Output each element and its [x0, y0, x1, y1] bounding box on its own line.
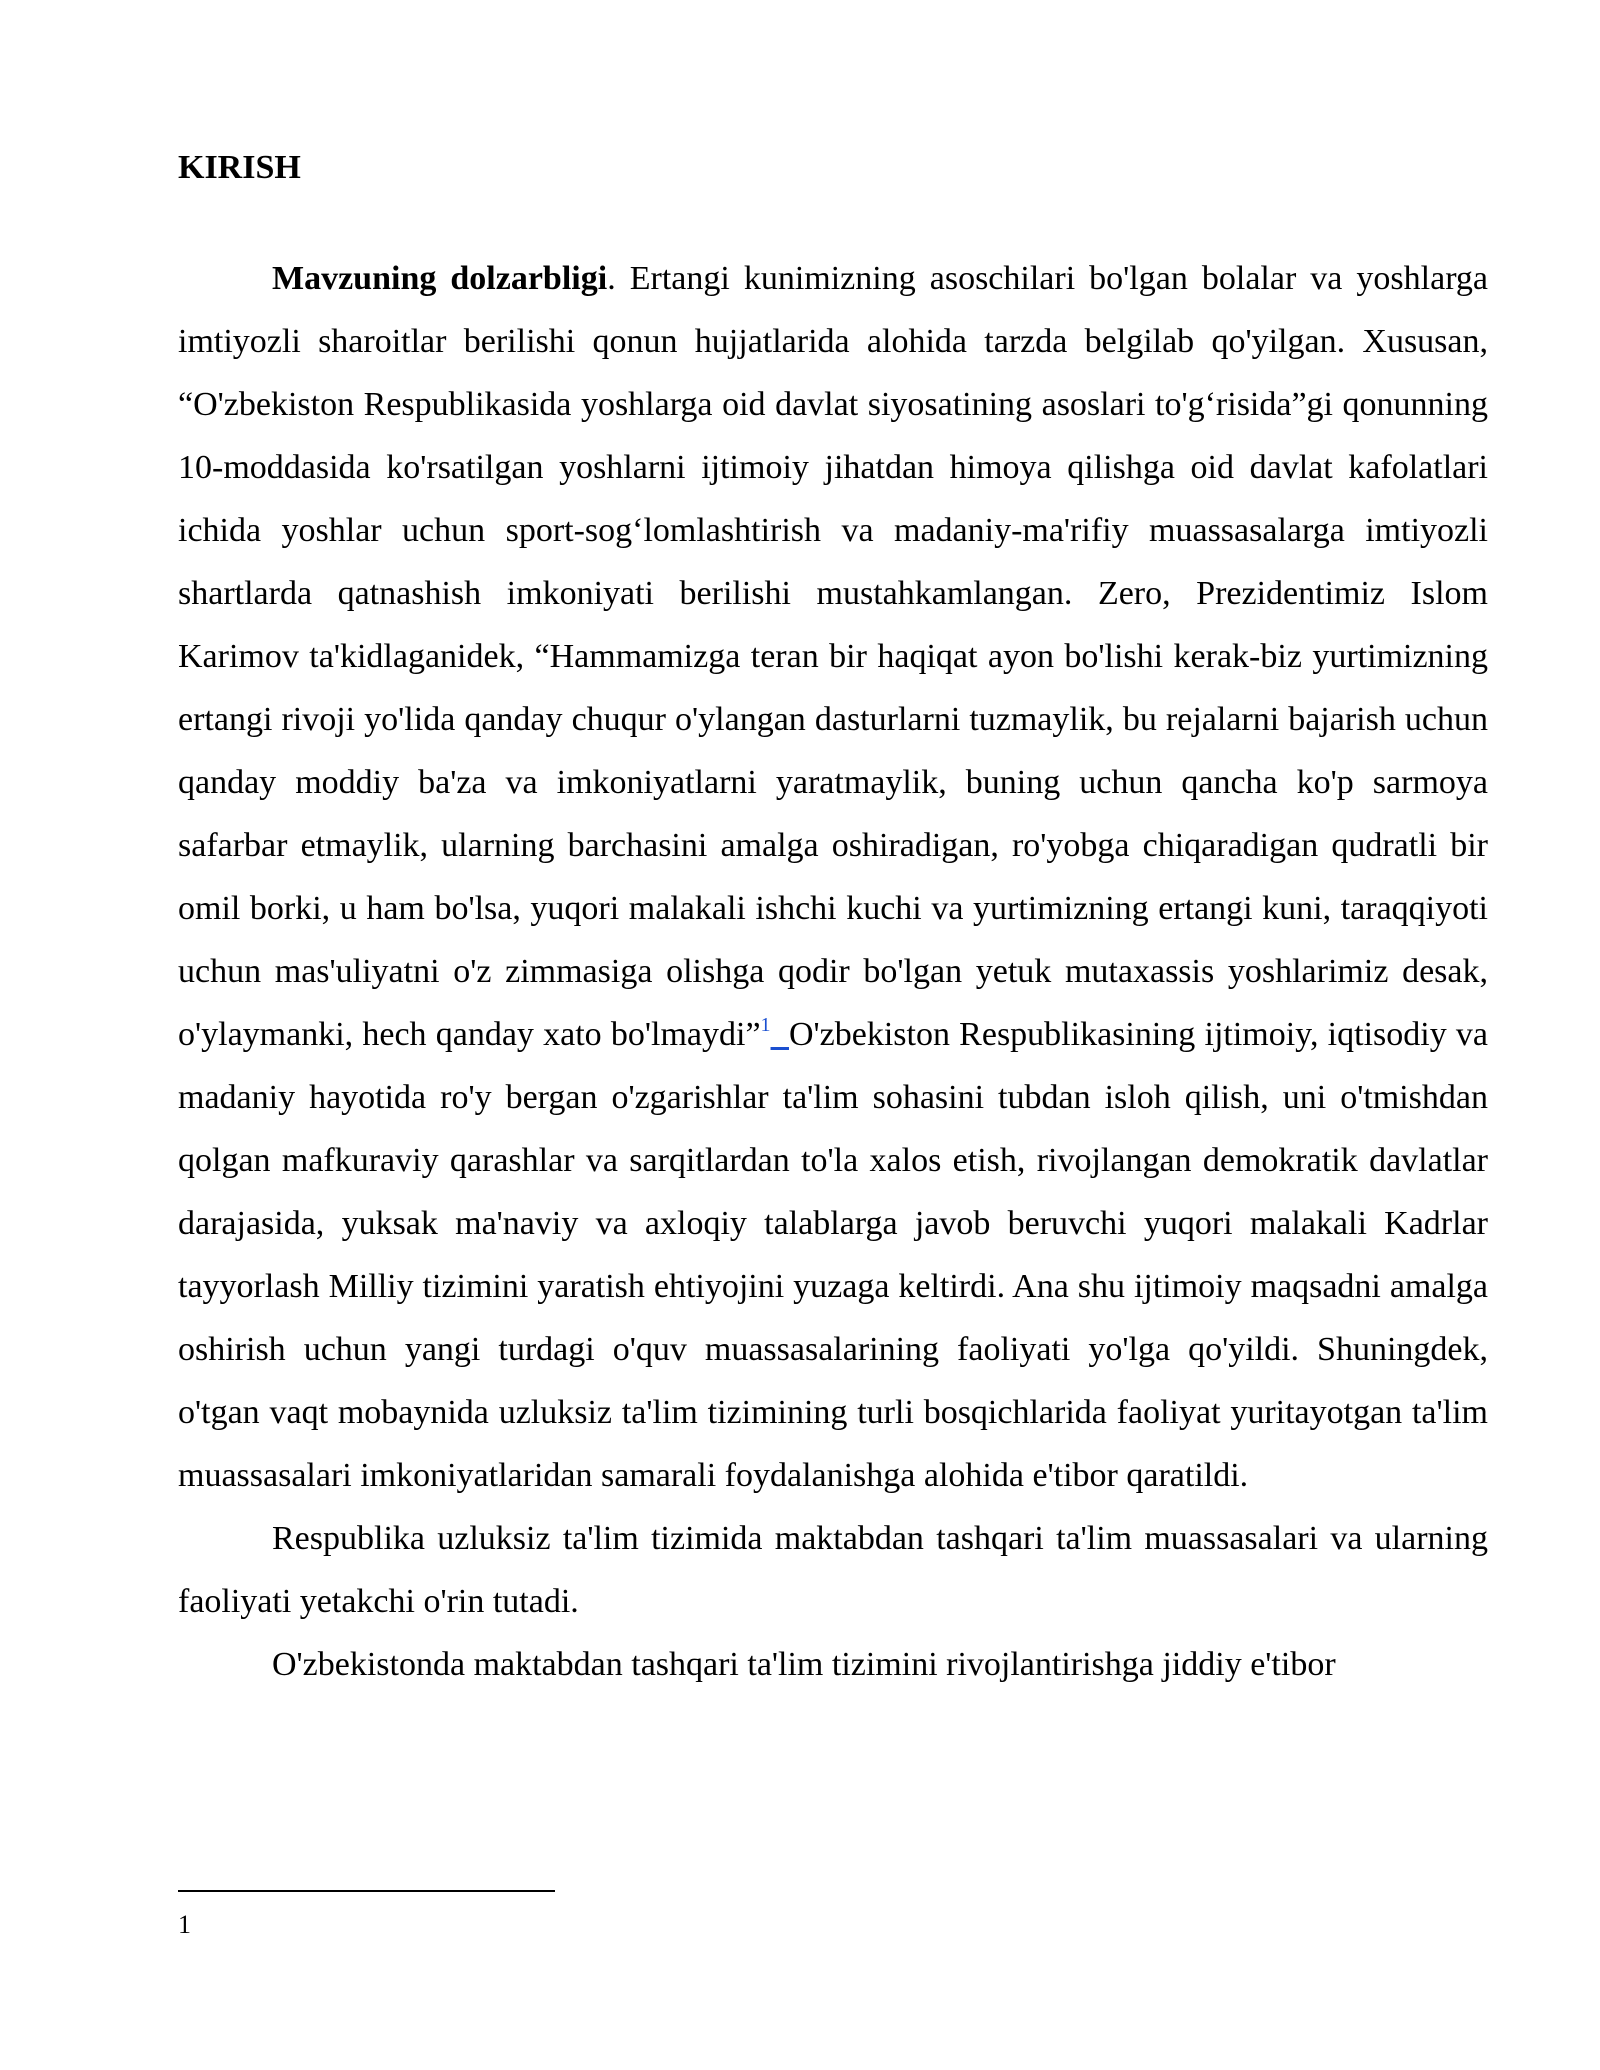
paragraph-relevance: [178, 247, 1488, 1507]
footnote-reference-link[interactable]: 1: [760, 1014, 771, 1036]
footnote-link-underline: [771, 1016, 789, 1053]
lead-phrase: Mavzuning dolzarbligi: [272, 260, 608, 297]
footnote-separator: [178, 1890, 555, 1892]
body-text: [178, 247, 1488, 1696]
paragraph-text-part-b: O'zbekiston Respublikasining ijtimoiy, iqtisodiy va madaniy hayotida ro'y bergan o'zgarishlar ta'lim sohasini tubdan isloh qilish, uni o'tmishdan qolgan mafkuraviy qarashlar va sarqitlardan to'la xalos etish, rivojlangan demokratik davlatlar darajasida, yuksak ma'naviy va axloqiy talablarga javob beruvchi yuqori malakali Kadrlar tayyorlash Milliy tizimini yaratish ehtiyojini yuzaga keltirdi. Ana shu ijtimoiy maqsadni amalga oshirish uchun yangi turdagi o'quv muassasalarining faoliyati yo'lga qo'yildi. Shuningdek, o'tgan vaqt mobaynida uzluksiz ta'lim tizimining turli bosqichlarida faoliyat yuritayotgan ta'lim muassasalari imkoniyatlaridan samarali foydalanishga alohida e'tibor qaratildi.: [178, 1016, 1489, 1494]
section-heading: KIRISH: [178, 149, 301, 186]
paragraph-system: Respublika uzluksiz ta'lim tizimida maktabdan tashqari ta'lim muassasalari va ularning faoliyati yetakchi o'rin tutadi.: [178, 1520, 1488, 1620]
paragraph-development: O'zbekistonda maktabdan tashqari ta'lim tizimini rivojlantirishga jiddiy e'tibor: [272, 1646, 1336, 1683]
footnote-number: 1: [178, 1910, 191, 1939]
paragraph-text-part-a: . Ertangi kunimizning asoschilari bo'lgan bolalar va yoshlarga imtiyozli sharoitlar berilishi qonun hujjatlarida alohida tarzda belgilab qo'yilgan. Xususan, “O'zbekiston Respublikasida yoshlarga oid davlat siyosatining asoslari to'g‘risida”gi qonunning 10-moddasida ko'rsatilgan yoshlarni ijtimoiy jihatdan himoya qilishga oid davlat kafolatlari ichida yoshlar uchun sport-sog‘lomlashtirish va madaniy-ma'rifiy muassasalarga imtiyozli shartlarda qatnashish imkoniyati berilishi mustahkamlangan. Zero, Prezidentimiz Islom Karimov ta'kidlaganidek, “Hammamizga teran bir haqiqat ayon bo'lishi kerak-biz yurtimizning ertangi rivoji yo'lida qanday chuqur o'ylangan dasturlarni tuzmaylik, bu rejalarni bajarish uchun qanday moddiy ba'za va imkoniyatlarni yaratmaylik, buning uchun qancha ko'p sarmoya safarbar etmaylik, ularning barchasini amalga oshiradigan, ro'yobga chiqaradigan qudratli bir omil borki, u ham bo'lsa, yuqori malakali ishchi kuchi va yurtimizning ertangi kuni, taraqqiyoti uchun mas'uliyatni o'z zimmasiga olishga qodir bo'lgan yetuk mutaxassis yoshlarimiz desak, o'ylaymanki, hech qanday xato bo'lmaydi”: [178, 260, 1488, 1053]
